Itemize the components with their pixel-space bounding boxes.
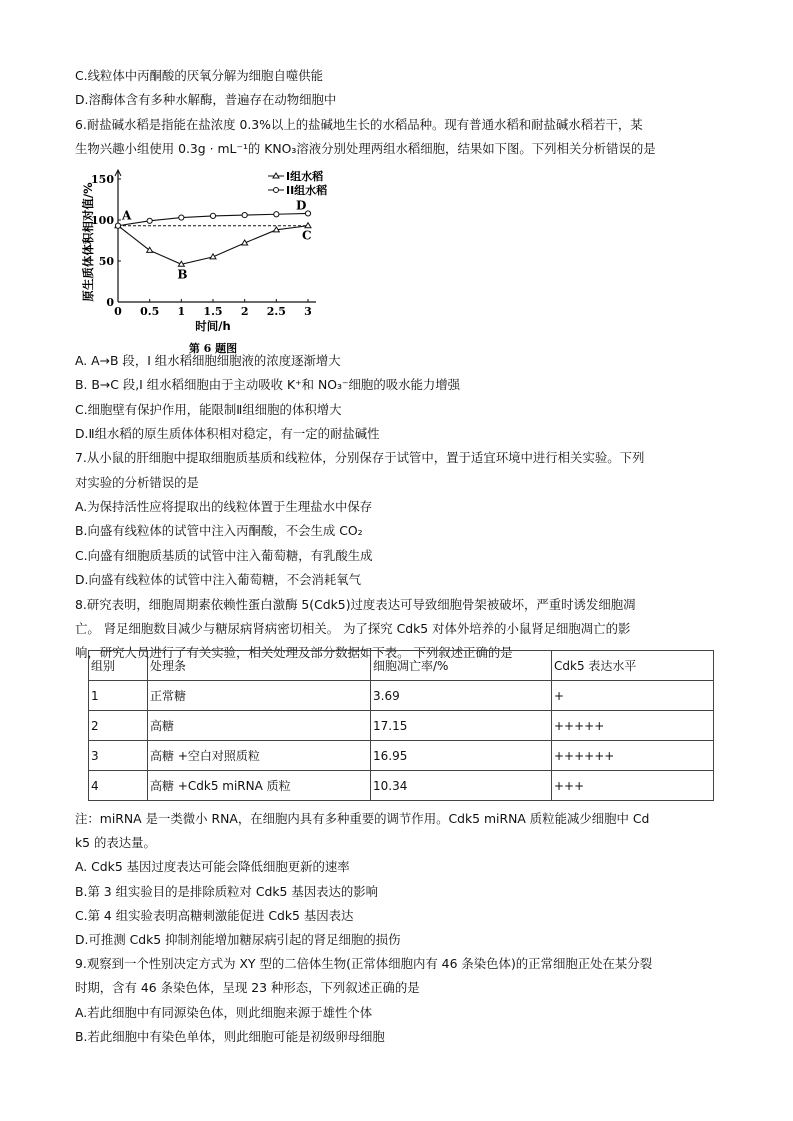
text-line: D.向盛有线粒体的试管中注入葡萄糖，不会消耗氧气: [75, 572, 362, 588]
point-label: A: [122, 208, 132, 223]
point-label: C: [302, 228, 312, 243]
x-tick-label: 0: [114, 305, 122, 318]
text-line: C.线粒体中丙酮酸的厌氧分解为细胞自噬供能: [75, 68, 324, 83]
figure-caption: 第 6 题图: [188, 342, 238, 355]
text-line: A.若此细胞中有同源染色体，则此细胞来源于雄性个体: [75, 1004, 373, 1020]
chart-svg: [70, 168, 330, 356]
text-line: 对实验的分析错误的是: [75, 474, 199, 490]
x-tick-label: 3: [304, 305, 312, 318]
table-cell: 1: [89, 681, 148, 711]
text-line: 9.观察到一个性别决定方式为 XY 型的二倍体生物(正常体细胞内有 46 条染色体)的正常细胞正处在某分裂: [75, 956, 653, 972]
text-line: 响，研究人员进行了有关实验，相关处理及部分数据如下表。 下列叙述正确的是: [75, 645, 513, 661]
x-tick-label: 0.5: [140, 305, 160, 318]
table-row: [89, 711, 714, 741]
y-tick-label: 100: [91, 214, 114, 227]
series-2-point: [147, 218, 152, 223]
text-line: D.可推测 Cdk5 抑制剂能增加糖尿病引起的肾足细胞的损伤: [75, 932, 401, 947]
table-cell: +++++: [552, 711, 714, 741]
table-header-cell: Cdk5 表达水平: [552, 651, 714, 681]
table-cell: 正常糖: [148, 681, 371, 711]
text-line: B. B→C 段,I 组水稻细胞由于主动吸收 K⁺和 NO₃⁻细胞的吸水能力增强: [75, 377, 461, 393]
table-header-row: [89, 651, 714, 681]
y-tick-label: 50: [98, 255, 114, 268]
x-tick-label: 1: [177, 305, 186, 318]
text-line: A. A→B 段，I 组水稻细胞细胞液的浓度逐渐增大: [75, 353, 341, 368]
text-line: 注：miRNA 是一类微小 RNA，在细胞内具有多种重要的调节作用。Cdk5 miRNA 质粒能减少细胞中 Cd: [75, 811, 650, 826]
text-line: B.第 3 组实验目的是排除质粒对 Cdk5 基因表达的影响: [75, 883, 379, 899]
point-label: B: [177, 267, 188, 282]
text-line: A. Cdk5 基因过度表达可能会降低细胞更新的速率: [75, 859, 350, 875]
text-line: k5 的表达量。: [75, 835, 156, 851]
x-axis-label: 时间/h: [195, 319, 231, 333]
table-cell: ++++++: [552, 741, 714, 771]
text-line: C.细胞壁有保护作用，能限制Ⅱ组细胞的体积增大: [75, 401, 342, 417]
table-cell: 3.69: [371, 681, 552, 711]
y-axis-label: 原生质体体积相对值/%: [81, 182, 95, 302]
table-cell: 10.34: [371, 771, 552, 801]
table-row: [89, 741, 714, 771]
text-line: 亡。 肾足细胞数目减少与糖尿病肾病密切相关。 为了探究 Cdk5 对体外培养的小鼠肾足细胞凋亡的影: [75, 620, 631, 636]
legend-label: II组水稻: [286, 184, 328, 197]
legend-marker-2: [274, 188, 279, 193]
table-cell: 4: [89, 771, 148, 801]
text-line: C.第 4 组实验表明高糖刺激能促进 Cdk5 基因表达: [75, 907, 354, 923]
experiment-table: [88, 650, 714, 801]
text-line: B.若此细胞中有染色单体，则此细胞可能是初级卵母细胞: [75, 1028, 385, 1044]
series-2-point: [179, 215, 184, 220]
text-line: C.向盛有细胞质基质的试管中注入葡萄糖，有乳酸生成: [75, 547, 373, 563]
table-cell: 高糖: [148, 711, 371, 741]
point-label: D: [296, 198, 307, 213]
table-cell: 高糖 +空白对照质粒: [148, 741, 371, 771]
table-cell: 17.15: [371, 711, 552, 741]
series-2-point: [242, 212, 247, 217]
x-tick-label: 1.5: [203, 305, 223, 318]
series-2-point: [210, 213, 215, 218]
x-tick-label: 2.5: [266, 305, 286, 318]
text-line: B.向盛有线粒体的试管中注入丙酮酸，不会生成 CO₂: [75, 523, 363, 539]
text-line: 时期，含有 46 条染色体，呈现 23 种形态，下列叙述正确的是: [75, 980, 420, 996]
table-header-cell: 组别: [89, 651, 148, 681]
table-row: [89, 771, 714, 801]
text-line: 生物兴趣小组使用 0.3g · mL⁻¹的 KNO₃溶液分别处理两组水稻细胞，结果如下图。下列相关分析错误的是: [75, 140, 656, 156]
text-line: D.溶酶体含有多种水解酶，普遍存在动物细胞中: [75, 92, 337, 108]
table-cell: 3: [89, 741, 148, 771]
table-cell: 高糖 +Cdk5 miRNA 质粒: [148, 771, 371, 801]
table-cell: +++: [552, 771, 714, 801]
series-2-point: [115, 223, 120, 228]
table-cell: 2: [89, 711, 148, 741]
table-header-cell: 细胞凋亡率/%: [371, 651, 552, 681]
y-tick-label: 0: [106, 296, 114, 309]
text-line: 6.耐盐碱水稻是指能在盐浓度 0.3%以上的盐碱地生长的水稻品种。现有普通水稻和耐盐碱水稻若干，某: [75, 116, 643, 132]
x-tick-label: 2: [240, 305, 249, 318]
text-line: 8.研究表明，细胞周期素依赖性蛋白激酶 5(Cdk5)过度表达可导致细胞骨架被破坏，严重时诱发细胞凋: [75, 596, 636, 612]
table-header-cell: 处理条: [148, 651, 371, 681]
table-cell: +: [552, 681, 714, 711]
text-line: A.为保持活性应将提取出的线粒体置于生理盐水中保存: [75, 499, 373, 515]
figure-6-chart: [70, 168, 330, 356]
text-line: 7.从小鼠的肝细胞中提取细胞质基质和线粒体，分别保存于试管中，置于适宜环境中进行相关实验。下列: [75, 450, 645, 466]
y-tick-label: 150: [91, 173, 114, 186]
table-row: [89, 681, 714, 711]
series-2-point: [274, 212, 279, 217]
text-line: D.Ⅱ组水稻的原生质体体积相对稳定，有一定的耐盐碱性: [75, 426, 380, 442]
table-cell: 16.95: [371, 741, 552, 771]
legend-label: I组水稻: [286, 170, 324, 183]
